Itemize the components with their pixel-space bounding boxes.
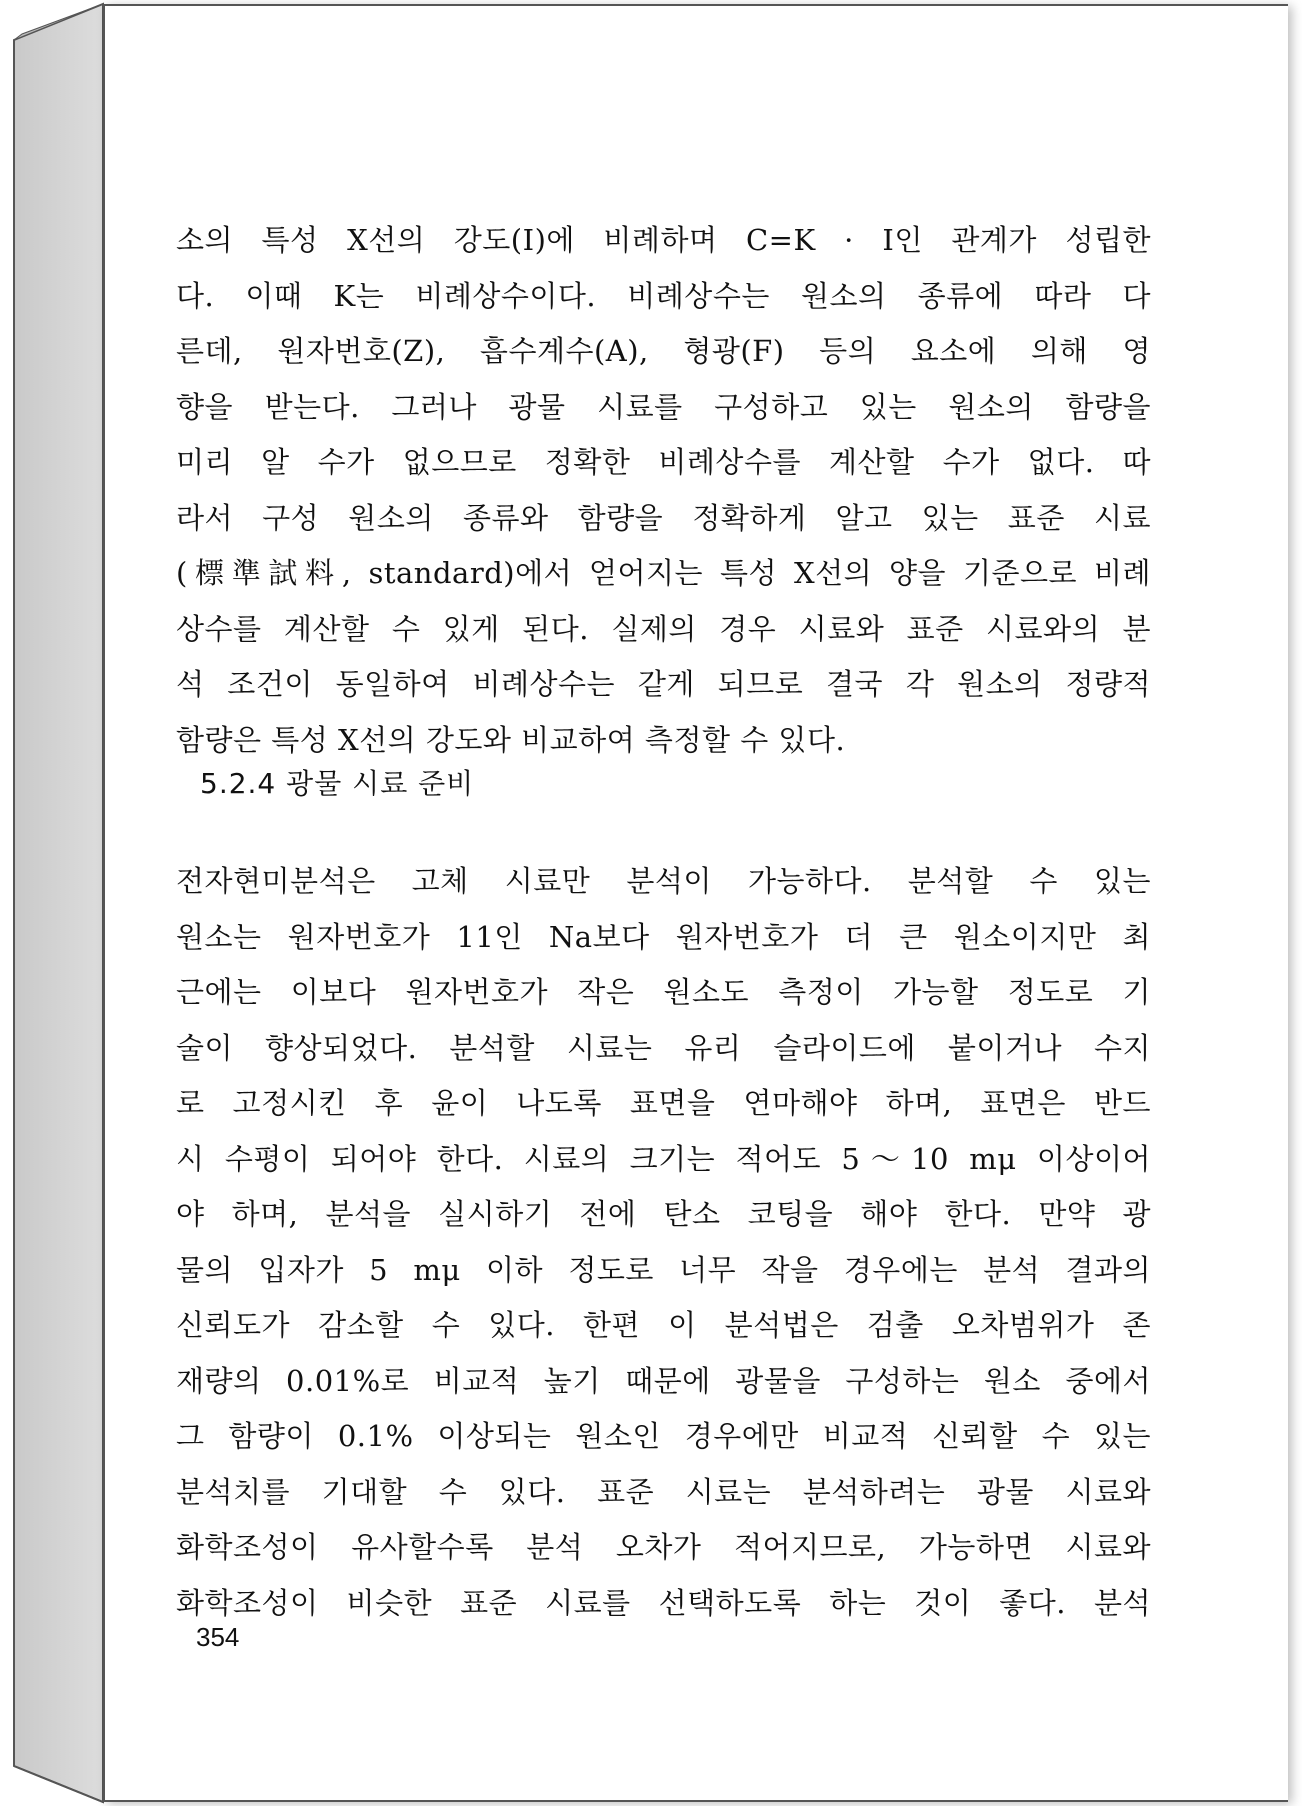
section-heading: 5.2.4 광물 시료 준비 — [200, 767, 475, 800]
paragraph — [176, 854, 1151, 1631]
text-line: 원소는 원자번호가 11인 Na보다 원자번호가 더 큰 원소이지만 최 — [176, 919, 1151, 954]
text-line: 석 조건이 동일하여 비례상수는 같게 되므로 결국 각 원소의 정량적 — [176, 667, 1151, 701]
text-line: 다. 이때 K는 비례상수이다. 비례상수는 원소의 종류에 따라 다 — [176, 278, 1151, 313]
page-number: 354 — [196, 1622, 240, 1652]
text-line: 전자현미분석은 고체 시료만 분석이 가능하다. 분석할 수 있는 — [176, 864, 1151, 898]
text-line: 상수를 계산할 수 있게 된다. 실제의 경우 시료와 표준 시료와의 분 — [176, 611, 1151, 646]
text-line: 근에는 이보다 원자번호가 작은 원소도 측정이 가능할 정도로 기 — [176, 975, 1151, 1009]
text-line: 시 수평이 되어야 한다. 시료의 크기는 적어도 5～10 mμ 이상이어 — [176, 1141, 1151, 1176]
text-line: 라서 구성 원소의 종류와 함량을 정확하게 알고 있는 표준 시료 — [176, 500, 1151, 535]
text-line: 른데, 원자번호(Z), 흡수계수(A), 형광(F) 등의 요소에 의해 영 — [176, 334, 1151, 368]
text-line: 함량은 특성 X선의 강도와 비교하여 측정할 수 있다. — [176, 722, 846, 757]
text-line: (標準試料, standard)에서 얻어지는 특성 X선의 양을 기준으로 비례 — [176, 556, 1151, 590]
text-line: 화학조성이 비슷한 표준 시료를 선택하도록 하는 것이 좋다. 분석 — [176, 1585, 1151, 1620]
paragraph-continued — [176, 213, 1151, 768]
text-line: 물의 입자가 5 mμ 이하 정도로 너무 작을 경우에는 분석 결과의 — [176, 1252, 1151, 1287]
text-line: 야 하며, 분석을 실시하기 전에 탄소 코팅을 해야 한다. 만약 광 — [176, 1197, 1151, 1231]
text-line: 분석치를 기대할 수 있다. 표준 시료는 분석하려는 광물 시료와 — [176, 1474, 1151, 1509]
text-line: 화학조성이 유사할수록 분석 오차가 적어지므로, 가능하면 시료와 — [176, 1530, 1151, 1564]
text-line: 미리 알 수가 없으므로 정확한 비례상수를 계산할 수가 없다. 따 — [176, 445, 1151, 479]
text-line: 그 함량이 0.1% 이상되는 원소인 경우에만 비교적 신뢰할 수 있는 — [176, 1419, 1151, 1453]
text-line: 향을 받는다. 그러나 광물 시료를 구성하고 있는 원소의 함량을 — [176, 389, 1151, 424]
text-line: 로 고정시킨 후 윤이 나도록 표면을 연마해야 하며, 표면은 반드 — [176, 1086, 1151, 1120]
text-line: 재량의 0.01%로 비교적 높기 때문에 광물을 구성하는 원소 중에서 — [176, 1363, 1151, 1398]
text-line: 신뢰도가 감소할 수 있다. 한편 이 분석법은 검출 오차범위가 존 — [176, 1308, 1151, 1342]
text-line: 술이 향상되었다. 분석할 시료는 유리 슬라이드에 붙이거나 수지 — [176, 1030, 1151, 1065]
text-line: 소의 특성 X선의 강도(I)에 비례하며 C=K · I인 관계가 성립한 — [176, 223, 1151, 257]
